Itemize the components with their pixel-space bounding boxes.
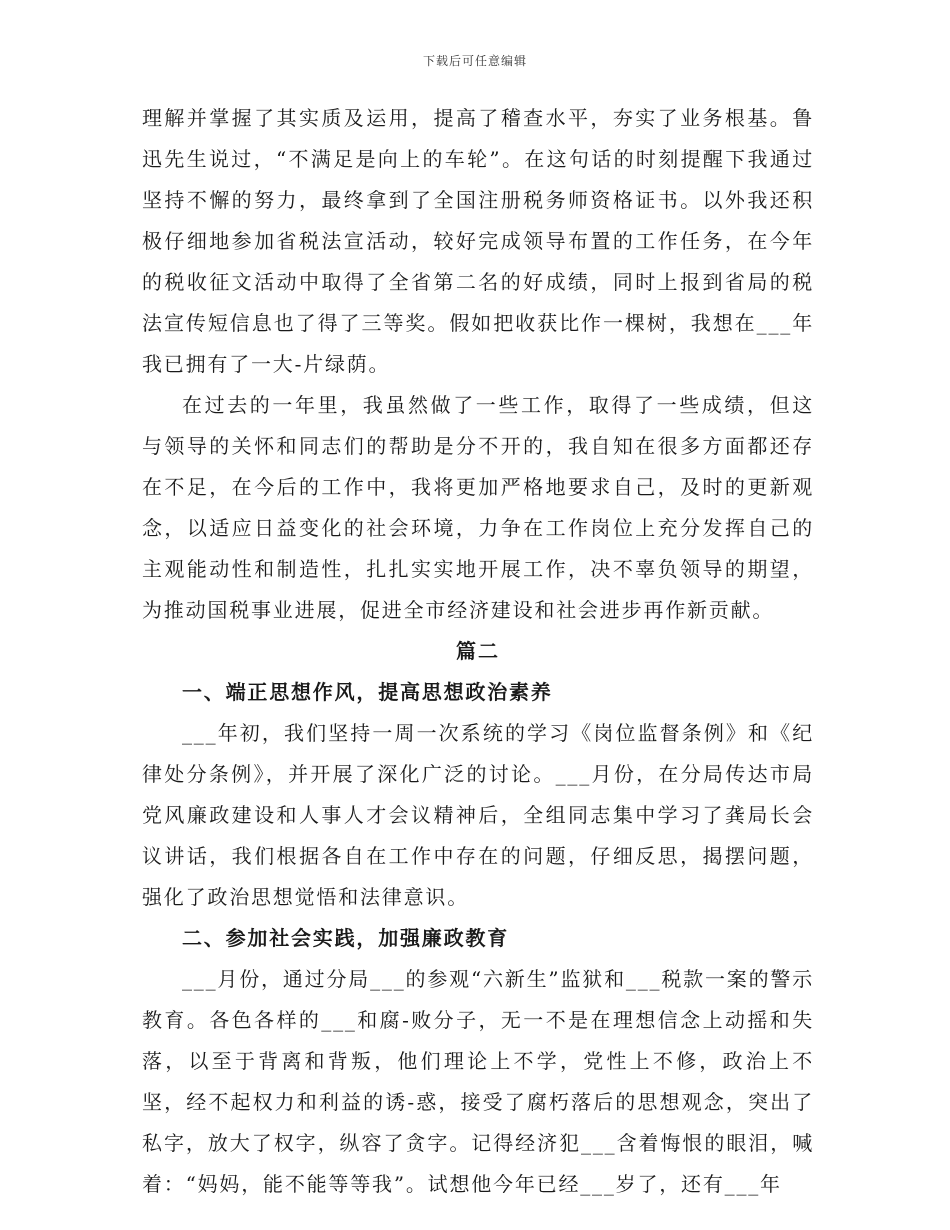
paragraph-1: 理解并掌握了其实质及运用，提高了稽查水平，夯实了业务根基。鲁迅先生说过，“不满足是向上的车轮”。在这句话的时刻提醒下我通过坚持不懈的努力，最终拿到了全国注册税务师资格证书。以外我还积极仔细地参加省税法宣活动，较好完成领导布置的工作任务，在今年的税收征文活动中取得了全省第二名的好成绩，同时上报到省局的税法宣传短信息也了得了三等奖。假如把收获比作一棵树，我想在___年我已拥有了一大-片绿荫。 xyxy=(142,106,814,376)
paragraph-4: ___月份，通过分局___的参观“六新生”监狱和___税款一案的警示教育。各色各样的___和腐-败分子，无一不是在理想信念上动摇和失落，以至于背离和背叛，他们理论上不学，党性上不修，政治上不坚，经不起权力和利益的诱-惑，接受了腐朽落后的思想观念，突出了私字，放大了权字，纵容了贪字。记得经济犯___含着悔恨的眼泪，喊着：“妈妈，能不能等等我”。试想他今年已经___岁了，还有___年 xyxy=(142,967,814,1196)
heading-2: 二、参加社会实践，加强廉政教育 xyxy=(182,926,509,950)
paragraph-3: ___年初，我们坚持一周一次系统的学习《岗位监督条例》和《纪律处分条例》，并开展了深化广泛的讨论。___月份，在分局传达市局党风廉政建设和人事人才会议精神后，全组同志集中学习了龚局长会议讲话，我们根据各自在工作中存在的问题，仔细反思，揭摆问题，强化了政治思想觉悟和法律意识。 xyxy=(142,721,814,909)
paragraph-2: 在过去的一年里，我虽然做了一些工作，取得了一些成绩，但这与领导的关怀和同志们的帮助是分不开的，我自知在很多方面都还存在不足，在今后的工作中，我将更加严格地要求自己，及时的更新观念，以适应日益变化的社会环境，力争在工作岗位上充分发挥自己的主观能动性和制造性，扎扎实实地开展工作，决不辜负领导的期望，为推动国税事业进展，促进全市经济建设和社会进步再作新贡献。 xyxy=(142,393,814,622)
heading-1: 一、端正思想作风，提高思想政治素养 xyxy=(182,680,553,704)
page-header: 下载后可任意编辑 xyxy=(422,54,527,68)
section-title: 篇二 xyxy=(456,639,500,663)
document-body xyxy=(142,98,814,1205)
